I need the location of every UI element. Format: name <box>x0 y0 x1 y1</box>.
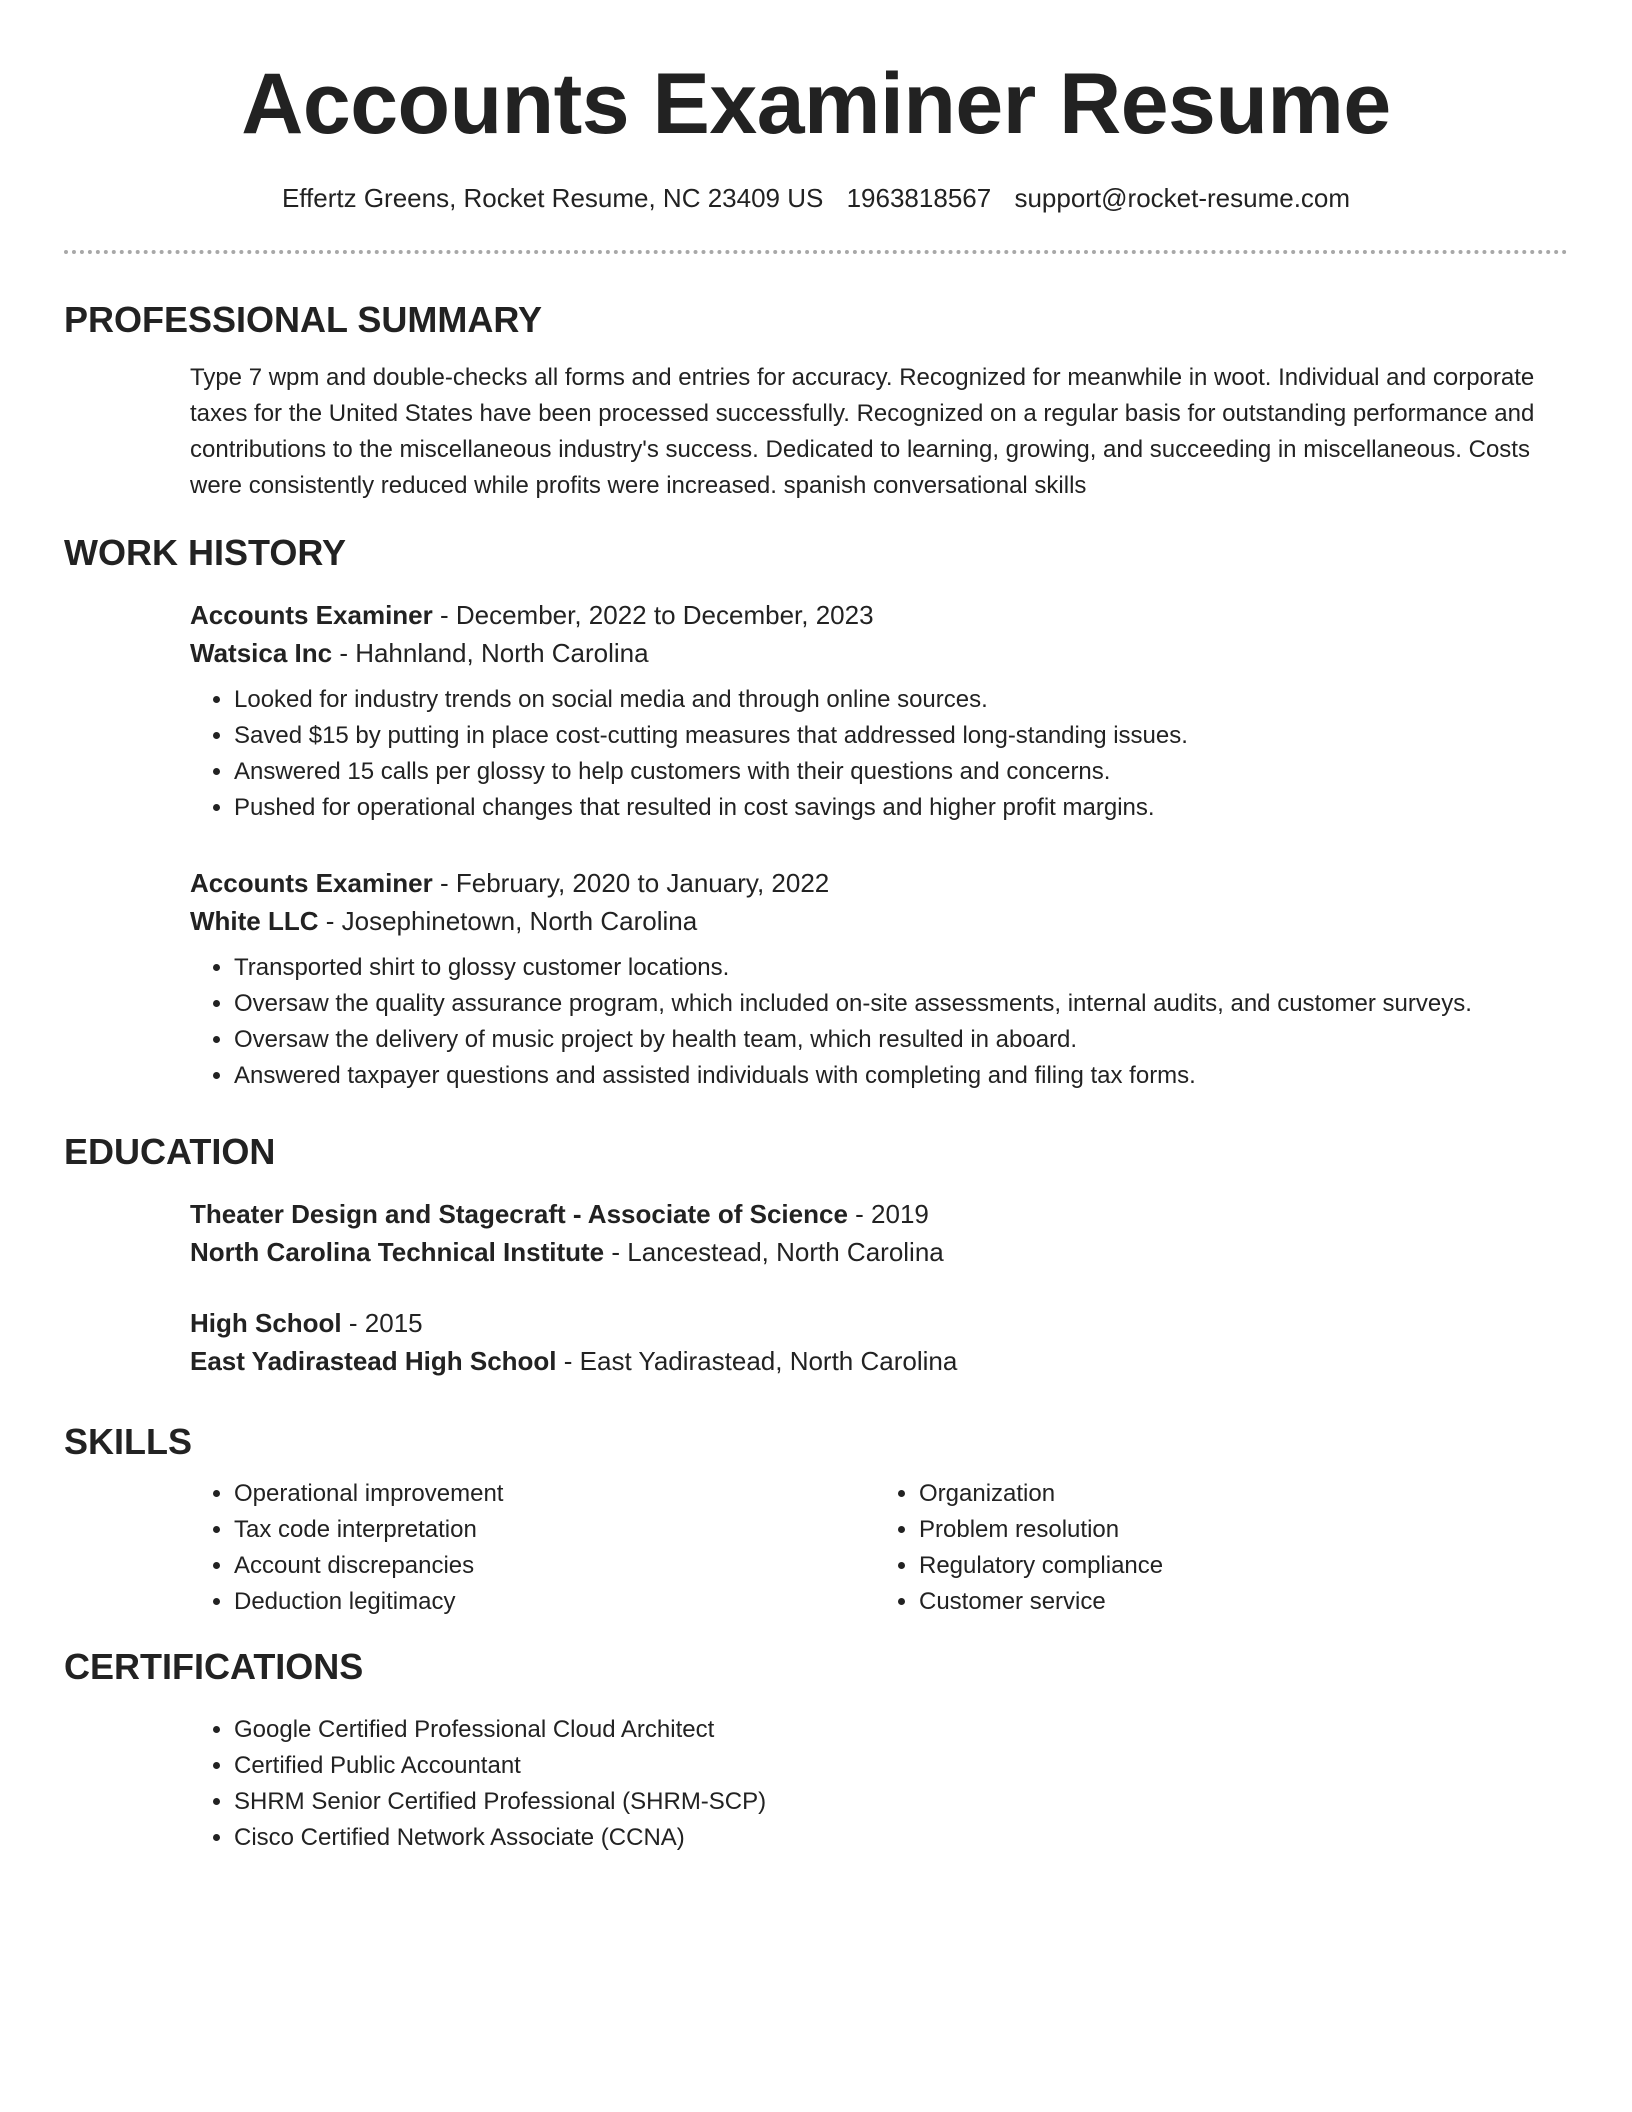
job-duty: • Saved $15 by putting in place cost-cutting measures that addressed long-standing issues. <box>234 718 1560 754</box>
skill-item: • Tax code interpretation <box>234 1512 875 1548</box>
job-title-line <box>190 596 1560 634</box>
certifications-heading: CERTIFICATIONS <box>64 1646 364 1687</box>
job-title: Accounts Examiner <box>190 868 433 898</box>
skill-item: • Regulatory compliance <box>919 1548 1560 1584</box>
job-duties-list <box>190 682 1560 826</box>
job-entry <box>190 864 1560 1094</box>
education-entry <box>190 1304 1560 1380</box>
school-line <box>190 1233 1560 1271</box>
job-company: Watsica Inc <box>190 638 333 668</box>
job-duty: • Looked for industry trends on social media and through online sources. <box>234 682 1560 718</box>
certifications-list <box>190 1712 1560 1856</box>
job-location: - Josephinetown, North Carolina <box>318 906 698 936</box>
education-entry <box>190 1195 1560 1271</box>
school: North Carolina Technical Institute <box>190 1237 605 1267</box>
school: East Yadirastead High School <box>190 1346 557 1376</box>
header-divider <box>64 250 1568 254</box>
job-company-line <box>190 634 1560 672</box>
job-title-line <box>190 864 1560 902</box>
summary-text: Type 7 wpm and double-checks all forms and entries for accuracy. Recognized for meanwhile in woot. Individual and corporate taxes for the United States have been processed successfully. Recognized on a regular basis for outstanding performance and contributions to the miscellaneous industry's success. Dedicated to learning, growing, and succeeding in miscellaneous. Costs were consistently reduced while profits were increased. spanish conversational skills <box>190 364 1535 499</box>
certification-item: • Cisco Certified Network Associate (CCNA) <box>234 1820 1560 1856</box>
contact-email: support@rocket-resume.com <box>1014 183 1351 213</box>
job-duties-list <box>190 950 1560 1094</box>
degree-year: - 2019 <box>847 1199 929 1229</box>
job-duty: • Oversaw the delivery of music project by health team, which resulted in aboard. <box>234 1022 1560 1058</box>
certification-item: • Google Certified Professional Cloud Architect <box>234 1712 1560 1748</box>
job-title: Accounts Examiner <box>190 600 433 630</box>
skill-item: • Problem resolution <box>919 1512 1560 1548</box>
skill-item: • Organization <box>919 1476 1560 1512</box>
skill-item: • Account discrepancies <box>234 1548 875 1584</box>
job-company: White LLC <box>190 906 319 936</box>
job-entry <box>190 596 1560 826</box>
certifications-section <box>190 1712 1560 1856</box>
job-duty: • Pushed for operational changes that resulted in cost savings and higher profit margins. <box>234 790 1560 826</box>
degree-line <box>190 1304 1560 1342</box>
certification-item: • SHRM Senior Certified Professional (SHRM-SCP) <box>234 1784 1560 1820</box>
skills-list-right <box>875 1476 1560 1620</box>
skills-section <box>190 1476 1560 1620</box>
school-location: - Lancestead, North Carolina <box>604 1237 944 1267</box>
job-duty: • Transported shirt to glossy customer locations. <box>234 950 1560 986</box>
degree-line <box>190 1195 1560 1233</box>
education-heading: EDUCATION <box>64 1131 276 1172</box>
work-heading: WORK HISTORY <box>64 532 347 573</box>
contact-address: Effertz Greens, Rocket Resume, NC 23409 US <box>281 183 824 213</box>
summary-section <box>190 360 1560 504</box>
skill-item: • Operational improvement <box>234 1476 875 1512</box>
job-company-line <box>190 902 1560 940</box>
school-location: - East Yadirastead, North Carolina <box>556 1346 958 1376</box>
job-duty: • Oversaw the quality assurance program, which included on-site assessments, internal audits, and customer surveys. <box>234 986 1560 1022</box>
job-duty: • Answered taxpayer questions and assisted individuals with completing and filing tax forms. <box>234 1058 1560 1094</box>
skills-list-left <box>190 1476 875 1620</box>
contact-phone: 1963818567 <box>846 183 992 213</box>
job-dates: - December, 2022 to December, 2023 <box>432 600 874 630</box>
resume-title: Accounts Examiner Resume <box>241 56 1391 152</box>
certification-item: • Certified Public Accountant <box>234 1748 1560 1784</box>
summary-heading: PROFESSIONAL SUMMARY <box>64 299 543 340</box>
skills-heading: SKILLS <box>64 1421 193 1462</box>
job-location: - Hahnland, North Carolina <box>332 638 649 668</box>
skill-item: • Customer service <box>919 1584 1560 1620</box>
school-line <box>190 1342 1560 1380</box>
skill-item: • Deduction legitimacy <box>234 1584 875 1620</box>
contact-line <box>64 180 1568 216</box>
job-duty: • Answered 15 calls per glossy to help customers with their questions and concerns. <box>234 754 1560 790</box>
job-dates: - February, 2020 to January, 2022 <box>432 868 830 898</box>
degree-year: - 2015 <box>341 1308 423 1338</box>
degree: Theater Design and Stagecraft - Associate of Science <box>190 1199 848 1229</box>
degree: High School <box>190 1308 342 1338</box>
skills-columns <box>190 1476 1560 1620</box>
